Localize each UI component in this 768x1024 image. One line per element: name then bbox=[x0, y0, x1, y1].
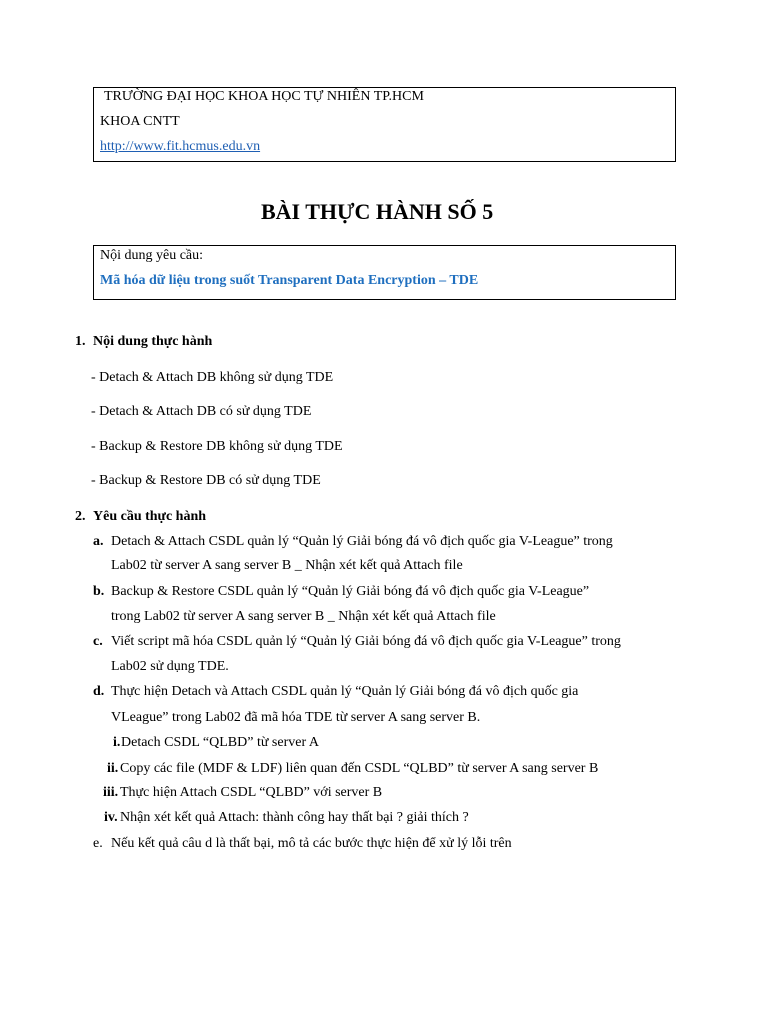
section1-item: - Backup & Restore DB không sử dụng TDE bbox=[91, 439, 343, 454]
item-c-marker: c. bbox=[93, 634, 103, 649]
subitem-i-marker: i. bbox=[113, 735, 121, 750]
subitem-iv-marker: iv. bbox=[104, 810, 118, 825]
item-a-line2: Lab02 từ server A sang server B _ Nhận xét kết quả Attach file bbox=[111, 558, 463, 573]
subitem-iii-marker: iii. bbox=[103, 785, 119, 800]
item-b-marker: b. bbox=[93, 584, 105, 599]
subitem-iii-text: Thực hiện Attach CSDL “QLBD” với server B bbox=[120, 785, 383, 800]
faculty-website-link[interactable]: http://www.fit.hcmus.edu.vn bbox=[100, 139, 261, 154]
requirement-topic: Mã hóa dữ liệu trong suốt Transparent Data Encryption – TDE bbox=[100, 273, 479, 288]
section2-number: 2. bbox=[75, 509, 86, 524]
item-e-marker: e. bbox=[93, 836, 103, 851]
subitem-ii-marker: ii. bbox=[107, 761, 119, 776]
requirement-label: Nội dung yêu cầu: bbox=[100, 248, 204, 263]
subitem-i-text: Detach CSDL “QLBD” từ server A bbox=[121, 735, 319, 750]
page-title: BÀI THỰC HÀNH SỐ 5 bbox=[261, 199, 494, 224]
item-c-line2: Lab02 sử dụng TDE. bbox=[111, 659, 229, 674]
item-d-line1: Thực hiện Detach và Attach CSDL quản lý “Quản lý Giải bóng đá vô địch quốc gia bbox=[111, 684, 579, 699]
item-c-line1: Viết script mã hóa CSDL quản lý “Quản lý Giải bóng đá vô địch quốc gia V-League” trong bbox=[111, 634, 621, 649]
item-b-line1: Backup & Restore CSDL quản lý “Quản lý Giải bóng đá vô địch quốc gia V-League” bbox=[111, 584, 590, 599]
section1-heading: Nội dung thực hành bbox=[93, 334, 213, 349]
item-d-marker: d. bbox=[93, 684, 105, 699]
item-d-line2: VLeague” trong Lab02 đã mã hóa TDE từ server A sang server B. bbox=[111, 710, 481, 725]
section1-item: - Detach & Attach DB không sử dụng TDE bbox=[91, 370, 334, 385]
faculty-name: KHOA CNTT bbox=[100, 114, 180, 129]
section2-heading: Yêu cầu thực hành bbox=[93, 509, 207, 524]
subitem-iv-text: Nhận xét kết quả Attach: thành công hay thất bại ? giải thích ? bbox=[120, 810, 469, 825]
section1-number: 1. bbox=[75, 334, 86, 349]
item-a-line1: Detach & Attach CSDL quản lý “Quản lý Giải bóng đá vô địch quốc gia V-League” trong bbox=[111, 534, 613, 549]
item-e-line1: Nếu kết quả câu d là thất bại, mô tả các bước thực hiện để xử lý lỗi trên bbox=[111, 836, 512, 851]
school-name: TRƯỜNG ĐẠI HỌC KHOA HỌC TỰ NHIÊN TP.HCM bbox=[104, 89, 424, 104]
item-a-marker: a. bbox=[93, 534, 104, 549]
section1-item: - Detach & Attach DB có sử dụng TDE bbox=[91, 404, 312, 419]
item-b-line2: trong Lab02 từ server A sang server B _ Nhận xét kết quả Attach file bbox=[111, 609, 496, 624]
section1-item: - Backup & Restore DB có sử dụng TDE bbox=[91, 473, 321, 488]
subitem-ii-text: Copy các file (MDF & LDF) liên quan đến CSDL “QLBD” từ server A sang server B bbox=[120, 761, 599, 776]
